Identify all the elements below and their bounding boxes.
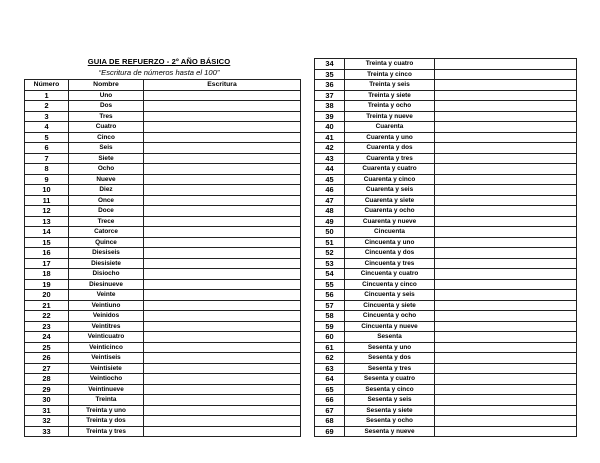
table-row: [25, 258, 301, 269]
number-cell: 6: [25, 143, 69, 154]
number-name-cell: Cuarenta y uno: [345, 132, 435, 143]
number-name-cell: Nueve: [69, 174, 144, 185]
writing-cell[interactable]: [435, 216, 577, 227]
number-cell: 24: [25, 332, 69, 343]
table-row: [25, 353, 301, 364]
table-row: [315, 111, 577, 122]
table-row: [315, 101, 577, 112]
table-row: [25, 122, 301, 133]
number-name-cell: Veinte: [69, 290, 144, 301]
writing-cell[interactable]: [435, 269, 577, 280]
table-row: [315, 342, 577, 353]
writing-cell[interactable]: [144, 111, 301, 122]
number-cell: 23: [25, 321, 69, 332]
table-row: [25, 384, 301, 395]
table-row: [25, 395, 301, 406]
number-cell: 18: [25, 269, 69, 280]
table-row: [25, 237, 301, 248]
table-row: [315, 290, 577, 301]
number-name-cell: Sesenta y uno: [345, 342, 435, 353]
number-name-cell: Treinta y tres: [69, 426, 144, 437]
writing-cell[interactable]: [435, 395, 577, 406]
writing-cell[interactable]: [144, 227, 301, 238]
writing-cell[interactable]: [144, 164, 301, 175]
number-name-cell: Catorce: [69, 227, 144, 238]
number-name-cell: Treinta y uno: [69, 405, 144, 416]
number-name-cell: Veinticuatro: [69, 332, 144, 343]
number-cell: 35: [315, 69, 345, 80]
table-row: [25, 279, 301, 290]
writing-cell[interactable]: [144, 216, 301, 227]
writing-cell[interactable]: [435, 90, 577, 101]
writing-cell[interactable]: [144, 374, 301, 385]
number-cell: 12: [25, 206, 69, 217]
table-row: [25, 164, 301, 175]
table-row: [315, 416, 577, 427]
number-name-cell: Dos: [69, 101, 144, 112]
table-row: [315, 374, 577, 385]
numbers-table-right-body: [315, 59, 577, 437]
number-cell: 42: [315, 143, 345, 154]
table-row: [25, 227, 301, 238]
number-cell: 62: [315, 353, 345, 364]
number-name-cell: Cincuenta y nueve: [345, 321, 435, 332]
number-name-cell: Sesenta y seis: [345, 395, 435, 406]
table-row: [25, 269, 301, 280]
number-name-cell: Cuatro: [69, 122, 144, 133]
number-name-cell: Cuarenta y siete: [345, 195, 435, 206]
writing-cell[interactable]: [435, 195, 577, 206]
number-name-cell: Sesenta y cuatro: [345, 374, 435, 385]
number-cell: 22: [25, 311, 69, 322]
number-name-cell: Cuarenta y dos: [345, 143, 435, 154]
table-row: [25, 332, 301, 343]
number-name-cell: Cincuenta y ocho: [345, 311, 435, 322]
number-name-cell: Cuarenta y tres: [345, 153, 435, 164]
table-row: [315, 269, 577, 280]
writing-cell[interactable]: [144, 101, 301, 112]
number-name-cell: Sesenta: [345, 332, 435, 343]
worksheet-title: GUIA DE REFUERZO - 2º AÑO BÁSICO: [87, 57, 231, 66]
number-cell: 8: [25, 164, 69, 175]
number-name-cell: Veintinueve: [69, 384, 144, 395]
number-cell: 31: [25, 405, 69, 416]
number-name-cell: Cuarenta y cuatro: [345, 164, 435, 175]
writing-cell[interactable]: [435, 363, 577, 374]
number-cell: 13: [25, 216, 69, 227]
writing-cell[interactable]: [435, 321, 577, 332]
writing-cell[interactable]: [435, 185, 577, 196]
writing-cell[interactable]: [144, 405, 301, 416]
writing-cell[interactable]: [144, 342, 301, 353]
number-name-cell: Treinta y cinco: [345, 69, 435, 80]
number-name-cell: Cuarenta y seis: [345, 185, 435, 196]
number-cell: 57: [315, 300, 345, 311]
writing-cell[interactable]: [144, 290, 301, 301]
writing-cell[interactable]: [144, 174, 301, 185]
writing-cell[interactable]: [144, 321, 301, 332]
table-row: [25, 90, 301, 101]
writing-cell[interactable]: [144, 206, 301, 217]
table-row: [315, 405, 577, 416]
table-row: [25, 416, 301, 427]
table-row: [25, 132, 301, 143]
writing-cell[interactable]: [435, 279, 577, 290]
number-cell: 63: [315, 363, 345, 374]
number-name-cell: Cincuenta: [345, 227, 435, 238]
writing-cell[interactable]: [144, 279, 301, 290]
writing-cell[interactable]: [435, 153, 577, 164]
worksheet-subtitle: “Escritura de números hasta el 100”: [98, 68, 220, 77]
table-row: [315, 90, 577, 101]
writing-cell[interactable]: [144, 258, 301, 269]
number-name-cell: Cincuenta y uno: [345, 237, 435, 248]
writing-cell[interactable]: [435, 80, 577, 91]
table-row: [315, 311, 577, 322]
number-name-cell: Seis: [69, 143, 144, 154]
number-cell: 64: [315, 374, 345, 385]
number-cell: 58: [315, 311, 345, 322]
number-name-cell: Diesiseis: [69, 248, 144, 259]
number-name-cell: Trece: [69, 216, 144, 227]
table-row: [315, 248, 577, 259]
table-row: [315, 122, 577, 133]
number-name-cell: Treinta y nueve: [345, 111, 435, 122]
writing-cell[interactable]: [435, 374, 577, 385]
writing-cell[interactable]: [144, 363, 301, 374]
table-row: [25, 248, 301, 259]
number-name-cell: Cincuenta y seis: [345, 290, 435, 301]
writing-cell[interactable]: [435, 206, 577, 217]
number-name-cell: Sesenta y cinco: [345, 384, 435, 395]
number-cell: 67: [315, 405, 345, 416]
writing-cell[interactable]: [435, 174, 577, 185]
column-header-escritura: Escritura: [144, 80, 301, 91]
number-cell: 3: [25, 111, 69, 122]
number-name-cell: Sesenta y nueve: [345, 426, 435, 437]
table-row: [25, 111, 301, 122]
number-name-cell: Veintiuno: [69, 300, 144, 311]
number-name-cell: Cincuenta y tres: [345, 258, 435, 269]
number-cell: 9: [25, 174, 69, 185]
number-name-cell: Cuarenta y cinco: [345, 174, 435, 185]
writing-cell[interactable]: [144, 195, 301, 206]
table-row: [315, 174, 577, 185]
number-cell: 34: [315, 59, 345, 70]
table-header-row: [25, 80, 301, 91]
number-cell: 7: [25, 153, 69, 164]
writing-cell[interactable]: [144, 353, 301, 364]
number-cell: 32: [25, 416, 69, 427]
table-row: [25, 185, 301, 196]
worksheet-header: [24, 57, 294, 78]
table-row: [25, 143, 301, 154]
table-row: [25, 206, 301, 217]
table-row: [315, 395, 577, 406]
number-name-cell: Veintisiete: [69, 363, 144, 374]
table-row: [315, 227, 577, 238]
number-name-cell: Sesenta y siete: [345, 405, 435, 416]
writing-cell[interactable]: [435, 69, 577, 80]
table-row: [25, 101, 301, 112]
number-cell: 51: [315, 237, 345, 248]
number-cell: 44: [315, 164, 345, 175]
table-row: [315, 164, 577, 175]
number-name-cell: Tres: [69, 111, 144, 122]
number-name-cell: Once: [69, 195, 144, 206]
writing-cell[interactable]: [144, 311, 301, 322]
table-row: [315, 353, 577, 364]
table-row: [315, 143, 577, 154]
number-cell: 48: [315, 206, 345, 217]
number-name-cell: Treinta y ocho: [345, 101, 435, 112]
number-cell: 46: [315, 185, 345, 196]
number-cell: 37: [315, 90, 345, 101]
number-cell: 30: [25, 395, 69, 406]
table-row: [25, 195, 301, 206]
number-name-cell: Diesinueve: [69, 279, 144, 290]
writing-cell[interactable]: [435, 111, 577, 122]
column-header-numero: Número: [25, 80, 69, 91]
number-cell: 52: [315, 248, 345, 259]
number-cell: 15: [25, 237, 69, 248]
number-name-cell: Diesisiete: [69, 258, 144, 269]
number-cell: 68: [315, 416, 345, 427]
number-name-cell: Quince: [69, 237, 144, 248]
table-row: [315, 216, 577, 227]
writing-cell[interactable]: [144, 132, 301, 143]
number-cell: 43: [315, 153, 345, 164]
table-row: [315, 363, 577, 374]
number-name-cell: Diez: [69, 185, 144, 196]
table-row: [315, 80, 577, 91]
number-name-cell: Cuarenta y ocho: [345, 206, 435, 217]
table-row: [315, 258, 577, 269]
number-cell: 56: [315, 290, 345, 301]
number-cell: 27: [25, 363, 69, 374]
number-cell: 69: [315, 426, 345, 437]
number-cell: 16: [25, 248, 69, 259]
number-name-cell: Cincuenta y cinco: [345, 279, 435, 290]
number-name-cell: Veintitres: [69, 321, 144, 332]
number-cell: 65: [315, 384, 345, 395]
table-row: [25, 174, 301, 185]
writing-cell[interactable]: [435, 405, 577, 416]
number-name-cell: Veintiseis: [69, 353, 144, 364]
column-header-nombre: Nombre: [69, 80, 144, 91]
table-row: [25, 216, 301, 227]
number-cell: 49: [315, 216, 345, 227]
number-cell: 21: [25, 300, 69, 311]
writing-cell[interactable]: [435, 332, 577, 343]
number-name-cell: Treinta y cuatro: [345, 59, 435, 70]
writing-cell[interactable]: [144, 426, 301, 437]
table-row: [25, 342, 301, 353]
number-cell: 60: [315, 332, 345, 343]
number-cell: 45: [315, 174, 345, 185]
writing-cell[interactable]: [435, 122, 577, 133]
writing-cell[interactable]: [144, 153, 301, 164]
table-row: [25, 374, 301, 385]
number-cell: 33: [25, 426, 69, 437]
table-row: [25, 311, 301, 322]
number-cell: 2: [25, 101, 69, 112]
number-cell: 28: [25, 374, 69, 385]
number-cell: 59: [315, 321, 345, 332]
number-cell: 41: [315, 132, 345, 143]
writing-cell[interactable]: [144, 90, 301, 101]
writing-cell[interactable]: [435, 227, 577, 238]
number-name-cell: Sesenta y tres: [345, 363, 435, 374]
number-name-cell: Cuarenta: [345, 122, 435, 133]
writing-cell[interactable]: [144, 384, 301, 395]
number-cell: 17: [25, 258, 69, 269]
number-cell: 4: [25, 122, 69, 133]
writing-cell[interactable]: [435, 311, 577, 322]
number-cell: 61: [315, 342, 345, 353]
writing-cell[interactable]: [435, 248, 577, 259]
number-name-cell: Siete: [69, 153, 144, 164]
number-cell: 20: [25, 290, 69, 301]
number-name-cell: Sesenta y dos: [345, 353, 435, 364]
number-cell: 53: [315, 258, 345, 269]
table-row: [315, 153, 577, 164]
table-row: [25, 426, 301, 437]
number-name-cell: Treinta y dos: [69, 416, 144, 427]
writing-cell[interactable]: [435, 143, 577, 154]
table-row: [25, 405, 301, 416]
number-cell: 25: [25, 342, 69, 353]
number-cell: 39: [315, 111, 345, 122]
number-cell: 26: [25, 353, 69, 364]
table-row: [315, 279, 577, 290]
writing-cell[interactable]: [435, 426, 577, 437]
writing-cell[interactable]: [144, 248, 301, 259]
writing-cell[interactable]: [435, 353, 577, 364]
number-name-cell: Cincuenta y dos: [345, 248, 435, 259]
number-name-cell: Cincuenta y siete: [345, 300, 435, 311]
number-cell: 14: [25, 227, 69, 238]
number-cell: 19: [25, 279, 69, 290]
number-cell: 50: [315, 227, 345, 238]
table-row: [25, 290, 301, 301]
number-cell: 54: [315, 269, 345, 280]
number-cell: 36: [315, 80, 345, 91]
number-cell: 10: [25, 185, 69, 196]
table-row: [315, 132, 577, 143]
number-cell: 29: [25, 384, 69, 395]
number-cell: 47: [315, 195, 345, 206]
table-row: [25, 321, 301, 332]
number-name-cell: Veintiocho: [69, 374, 144, 385]
writing-cell[interactable]: [144, 185, 301, 196]
writing-cell[interactable]: [144, 237, 301, 248]
number-name-cell: Treinta: [69, 395, 144, 406]
number-name-cell: Treinta y seis: [345, 80, 435, 91]
number-name-cell: Ocho: [69, 164, 144, 175]
number-cell: 1: [25, 90, 69, 101]
number-name-cell: Uno: [69, 90, 144, 101]
table-row: [315, 237, 577, 248]
table-row: [315, 300, 577, 311]
table-row: [315, 384, 577, 395]
writing-cell[interactable]: [435, 384, 577, 395]
writing-cell[interactable]: [144, 143, 301, 154]
writing-cell[interactable]: [144, 300, 301, 311]
number-cell: 38: [315, 101, 345, 112]
number-cell: 5: [25, 132, 69, 143]
table-row: [315, 69, 577, 80]
writing-cell[interactable]: [144, 269, 301, 280]
numbers-table-left: [24, 79, 301, 437]
table-row: [25, 363, 301, 374]
number-name-cell: Veinidos: [69, 311, 144, 322]
number-name-cell: Veinticinco: [69, 342, 144, 353]
number-name-cell: Treinta y siete: [345, 90, 435, 101]
table-row: [25, 300, 301, 311]
numbers-table-left-body: [25, 90, 301, 437]
number-name-cell: Disiocho: [69, 269, 144, 280]
writing-cell[interactable]: [435, 416, 577, 427]
number-cell: 11: [25, 195, 69, 206]
number-name-cell: Doce: [69, 206, 144, 217]
number-cell: 40: [315, 122, 345, 133]
writing-cell[interactable]: [435, 290, 577, 301]
number-cell: 66: [315, 395, 345, 406]
number-name-cell: Cinco: [69, 132, 144, 143]
table-row: [315, 321, 577, 332]
table-row: [315, 332, 577, 343]
writing-cell[interactable]: [435, 258, 577, 269]
table-row: [315, 185, 577, 196]
writing-cell[interactable]: [435, 132, 577, 143]
number-name-cell: Cincuenta y cuatro: [345, 269, 435, 280]
writing-cell[interactable]: [144, 395, 301, 406]
table-row: [315, 59, 577, 70]
table-row: [315, 195, 577, 206]
writing-cell[interactable]: [435, 342, 577, 353]
writing-cell[interactable]: [435, 300, 577, 311]
writing-cell[interactable]: [435, 164, 577, 175]
writing-cell[interactable]: [435, 59, 577, 70]
number-name-cell: Sesenta y ocho: [345, 416, 435, 427]
table-row: [25, 153, 301, 164]
table-row: [315, 206, 577, 217]
writing-cell[interactable]: [144, 332, 301, 343]
number-cell: 55: [315, 279, 345, 290]
writing-cell[interactable]: [435, 101, 577, 112]
number-name-cell: Cuarenta y nueve: [345, 216, 435, 227]
writing-cell[interactable]: [144, 416, 301, 427]
writing-cell[interactable]: [144, 122, 301, 133]
numbers-table-right: [314, 58, 577, 437]
table-row: [315, 426, 577, 437]
writing-cell[interactable]: [435, 237, 577, 248]
